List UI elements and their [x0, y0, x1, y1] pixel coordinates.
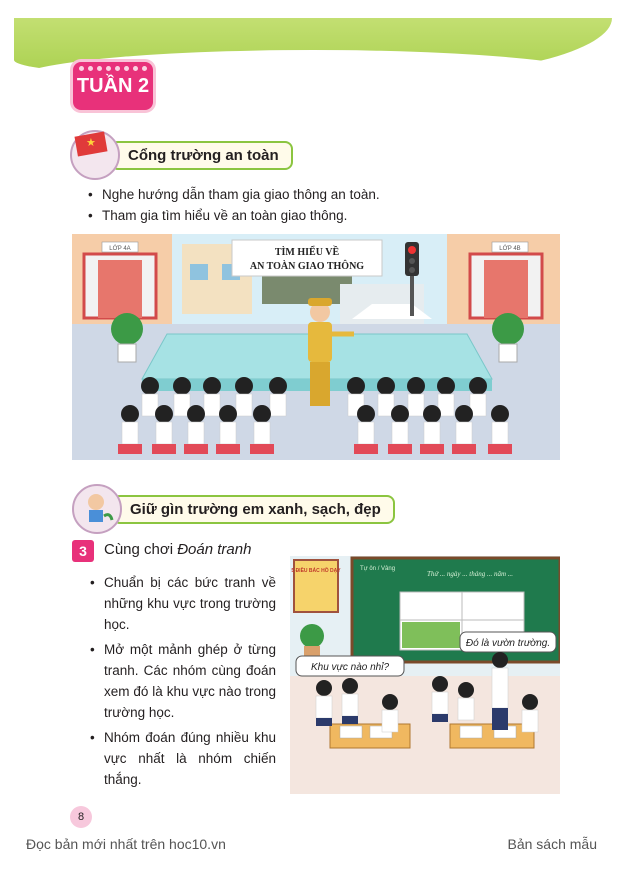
svg-text:Tự ôn / Vâng: Tự ôn / Vâng — [360, 566, 396, 572]
traffic-safety-illustration — [72, 234, 560, 460]
section2-bullets — [86, 572, 276, 790]
week-badge — [73, 62, 153, 110]
list-item: • Chuẩn bị các bức tranh về những khu vực trong trường học. — [86, 572, 276, 635]
section1-title: Cổng trường an toàn — [110, 141, 293, 170]
week-label: TUẦN 2 — [76, 74, 150, 97]
svg-text:Thứ ... ngày ... tháng ... năm: Thứ ... ngày ... tháng ... năm ... — [426, 570, 514, 578]
list-item: • Mở một mảnh ghép ở từng tranh. Các nhóm cùng đoán xem đó là khu vực nào trong trường học. — [86, 639, 276, 723]
svg-text:5 ĐIỀU BÁC HỒ DẠY: 5 ĐIỀU BÁC HỒ DẠY — [291, 568, 341, 574]
flag-kids-icon: ★ — [70, 130, 120, 180]
section1-bullets — [84, 184, 544, 226]
activity-title: Cùng chơi Đoán tranh — [104, 541, 252, 558]
badge-decor — [79, 66, 147, 71]
svg-text:LỚP 4A: LỚP 4A — [109, 246, 131, 252]
list-item: • Tham gia tìm hiểu về an toàn giao thông. — [84, 205, 544, 226]
footer-link-text: Đọc bản mới nhất trên hoc10.vn — [26, 836, 226, 852]
section2-title: Giữ gìn trường em xanh, sạch, đẹp — [112, 495, 395, 524]
activity-number: 3 — [72, 540, 94, 562]
gardening-kid-icon — [72, 484, 122, 534]
section2-header — [72, 484, 395, 534]
svg-text:AN TOÀN GIAO THÔNG: AN TOÀN GIAO THÔNG — [249, 261, 365, 272]
footer-sample-text: Bản sách mẫu — [507, 836, 597, 852]
svg-text:Đó là vườn trường.: Đó là vườn trường. — [465, 638, 551, 649]
list-item: • Nghe hướng dẫn tham gia giao thông an toàn. — [84, 184, 544, 205]
svg-text:LỚP 4B: LỚP 4B — [499, 246, 521, 252]
classroom-illustration — [290, 556, 560, 794]
section1-header — [70, 130, 293, 180]
list-item: • Nhóm đoán đúng nhiều khu vực nhất là nhóm chiến thắng. — [86, 727, 276, 790]
page-number: 8 — [70, 806, 92, 828]
svg-text:TÌM HIỂU VỀ: TÌM HIỂU VỀ — [274, 247, 340, 258]
svg-text:Khu vực nào nhỉ?: Khu vực nào nhỉ? — [310, 662, 390, 673]
